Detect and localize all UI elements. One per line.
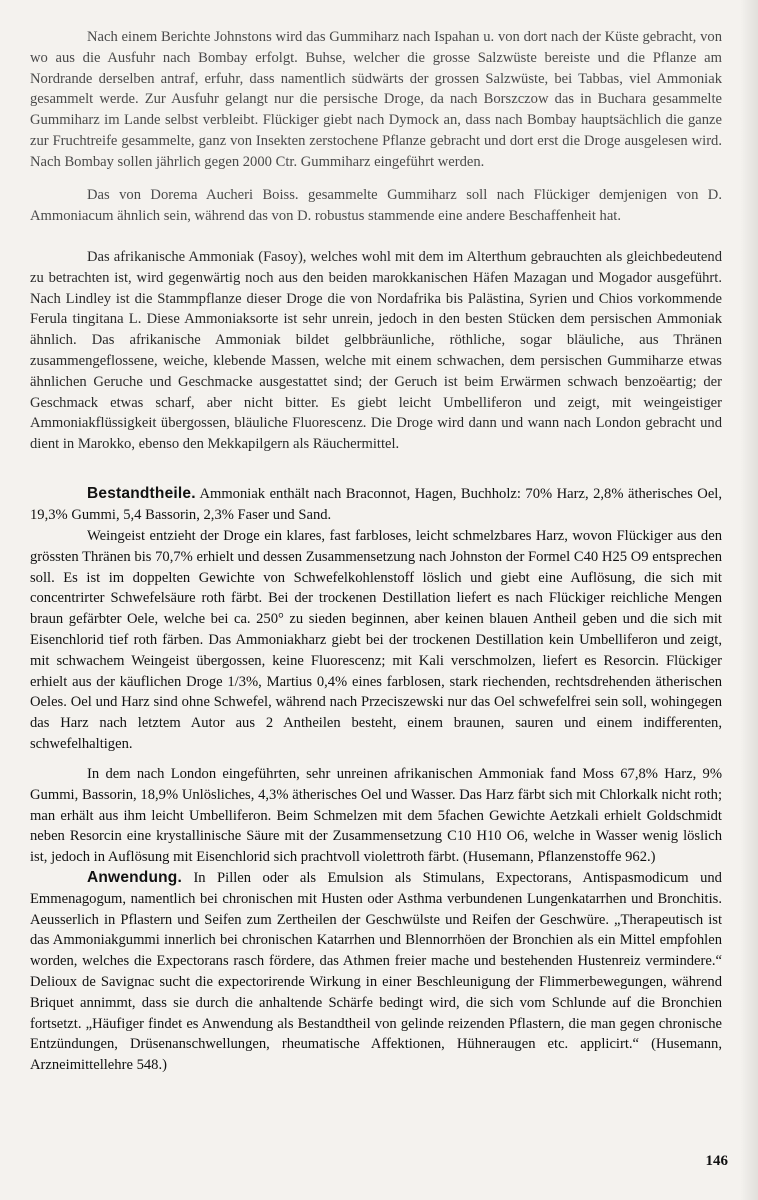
paragraph-weingeist-harz: Weingeist entzieht der Droge ein klares, fast farbloses, leicht schmelzbares Harz, wovon Flückiger aus den grössten Thränen bis 70,7% erhielt und dessen Zusammensetzung nach Johnston der Formel C40 H25 O9 entsprechen soll. Es ist im doppelten Gewichte von Schwefelkohlenstoff löslich und giebt eine Auflösung, die sich mit concentrirter Schwefelsäure roth färbt. Bei der trockenen Destillation liefert es nach Flückiger reichliche Mengen braun gefärbter Oele, welche bei ca. 250° zu sieden beginnen, aber keinen blauen Antheil geben und die sich mit Eisenchlorid tief roth färben. Das Ammoniakharz giebt bei der trockenen Destillation kein Umbelliferon und zeigt, mit schwachem Weingeist übergossen, keine Fluorescenz; mit Kali verschmolzen, liefert es Resorcin. Flückiger erhielt aus der käuflichen Droge 1/3%, Martius 0,4% eines farblosen, stark riechenden, rechtsdrehenden ätherischen Oeles. Oel und Harz sind ohne Schwefel, während nach Przeciszewski nur das Oel schwefelfrei sein soll, wohingegen das Harz nach letztem Autor aus 2 Antheilen besteht, einem braunen, sauren und einem indifferenten, schwefelhaltigen. — [30, 528, 722, 752]
section-bestandtheile — [30, 484, 722, 526]
section-anwendung — [30, 868, 722, 1076]
heading-bestandtheile: Bestandtheile. — [87, 485, 196, 502]
paragraph-anwendung-body: In Pillen oder als Emulsion als Stimulans, Expectorans, Antispasmodicum und Emmenagogum, namentlich bei chronischen mit Husten oder Asthma verbundenen Lungenkatarrhen und Bronchitis. Aeusserlich in Pflastern und Seifen zum Zertheilen der Geschwülste und Reifen der Geschwüre. „Therapeutisch ist das Ammoniakgummi innerlich bei chronischen Katarrhen und Blennorrhöen der Bronchien als ein Mittel empfohlen worden, welches die Expectorans rasch fördere, das Athmen freier mache und bestehenden Hustenreiz vermindere.“ Delioux de Savignac sucht die expectorirende Wirkung in einer Beschleunigung der Flimmerbewegungen, während Briquet annimmt, dass sie durch die anhaltende Schärfe bedingt wird, die sich vom Schlunde auf die Bronchien fortsetzt. „Häufiger findet es Anwendung als Bestandtheil von gelinde reizenden Pflastern, die man gegen chronische Entzündungen, Drüsenanschwellungen, rheumatische Affektionen, Hühneraugen etc. applicirt.“ (Husemann, Arzneimittellehre 548.) — [30, 870, 722, 1074]
heading-anwendung: Anwendung. — [87, 869, 182, 886]
paragraph-london-african-ammoniac: In dem nach London eingeführten, sehr unreinen afrikanischen Ammoniak fand Moss 67,8% Harz, 9% Gummi, Bassorin, 18,9% Unlösliches, 4,3% ätherisches Oel und Wasser. Das Harz färbt sich mit Chlorkalk nicht roth; man erhält aus ihm leicht Umbelliferon. Beim Schmelzen mit dem 5fachen Gewichte Aetzkali erhielt Goldschmidt neben Resorcin eine krystallinische Säure mit der Zusammensetzung C10 H10 O6, welche in Wasser wenig löslich ist, jedoch in Auflösung mit Eisenchlorid sich prachtvoll violettroth färbt. (Husemann, Pflanzenstoffe 962.) — [30, 766, 722, 866]
page-number: 146 — [705, 1153, 728, 1169]
paragraph-dorema-aucheri: Das von Dorema Aucheri Boiss. gesammelte Gummiharz soll nach Flückiger demjenigen von D. Ammoniacum ähnlich sein, während das von D. robustus stammende eine andere Beschaffenheit hat. — [30, 187, 722, 224]
paragraph-bestandtheile-intro: Ammoniak enthält nach Braconnot, Hagen, Buchholz: 70% Harz, 2,8% ätherisches Oel, 19,3% Gummi, 5,4 Bassorin, 2,3% Faser und Sand. — [30, 486, 723, 523]
paragraph-african-ammoniac: Das afrikanische Ammoniak (Fasoy), welches wohl mit dem im Alterthum gebrauchten als gleichbedeutend zu betrachten ist, wird gegenwärtig noch aus den beiden marokkanischen Häfen Mazagan und Mogador ausgeführt. Nach Lindley ist die Stammpflanze dieser Droge die von Nordafrika bis Palästina, Syrien und Chios vorkommende Ferula tingitana L. Diese Ammoniaksorte ist sehr unrein, jedoch in den besten Stücken dem persischen Ammoniak ähnlich. Das afrikanische Ammoniak bildet gelbbräunliche, röthliche, sogar bläuliche, aus Thränen zusammengeflossene, weiche, klebende Massen, welche mit einem schwachen, dem persischen Gummiharze etwas ähnlichen Geruche und Geschmacke ausgestattet sind; der Geruch ist beim Erwärmen schwach benzoëartig; der Geschmack etwas scharf, aber nicht bitter. Es giebt leicht Umbelliferon und zeigt, mit weingeistiger Ammoniakflüssigkeit übergossen, bläuliche Fluorescenz. Die Droge wird dann und wann nach London gebracht und dient in Marokko, ebenso den Mekkapilgern als Räuchermittel. — [30, 249, 722, 453]
paragraph-export-persian-ammoniac: Nach einem Berichte Johnstons wird das Gummiharz nach Ispahan u. von dort nach der Küste gebracht, von wo aus die Ausfuhr nach Bombay erfolgt. Buhse, welcher die grosse Salzwüste bereiste und die Pflanze am Nordrande derselben antraf, erfuhr, dass namentlich südwärts der grossen Salzwüste, bei Tabbas, viel Ammoniak gesammelt werde. Zur Ausfuhr gelangt nur die persische Droge, da nach Borszczow das in Buchara gesammelte Gummiharz im Lande selbst verbleibt. Flückiger giebt nach Dymock an, dass nach Bombay hauptsächlich die ganze zur Fruchtreife gesammelte, ganz von Insekten zerstochene Pflanze gebracht und dort erst die Droge ausgelesen wird. Nach Bombay sollen jährlich gegen 2000 Ctr. Gummiharz eingeführt werden. — [30, 29, 722, 170]
